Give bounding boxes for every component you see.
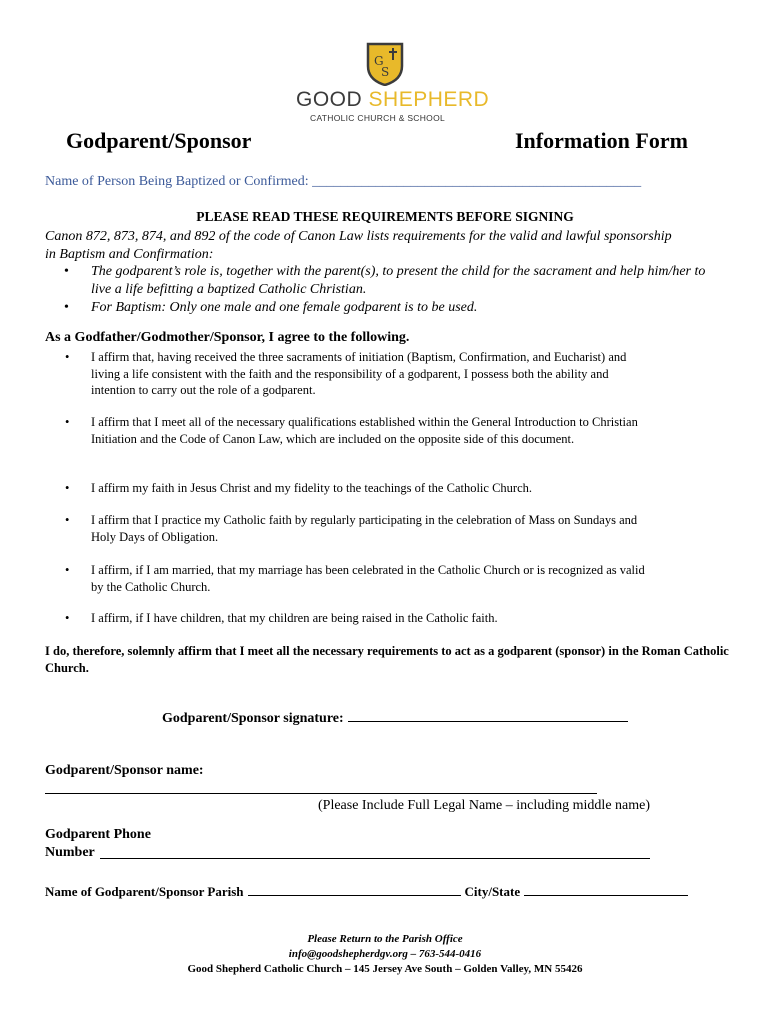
godparent-name-line[interactable] — [45, 793, 597, 794]
city-state-line[interactable] — [524, 885, 688, 896]
shield-icon — [366, 42, 404, 86]
city-state-label: City/State — [464, 884, 521, 899]
signature-field[interactable] — [162, 709, 628, 727]
footer-address: Good Shepherd Catholic Church – 145 Jersey Ave South – Golden Valley, MN 55426 — [187, 963, 583, 975]
affirmation-item: • I affirm that I practice my Catholic faith by regularly participating in the celebration of Mass on Sundays and Holy Days of Obligation. — [65, 513, 638, 544]
signature-line[interactable] — [348, 709, 628, 722]
affirmation-item: • I affirm that, having received the three sacraments of initiation (Baptism, Confirmation, and Eucharist) and living a life consistent with the faith and the responsibility of a godparent, I possess both the ability and intention to carry out the role of a godparent. — [65, 350, 627, 397]
list-item: • The godparent’s role is, together with the parent(s), to present the child for the sacrament and help him/her to live a life befitting a baptized Catholic Christian. — [64, 264, 706, 297]
footer — [0, 932, 770, 977]
parish-field — [45, 884, 688, 900]
signature-label: Godparent/Sponsor signature: — [162, 711, 344, 726]
footer-contact: info@goodshepherdgv.org – 763-544-0416 — [288, 948, 482, 960]
form-title-right: Information Form — [515, 128, 688, 153]
godparent-name-label: Godparent/Sponsor name: — [45, 763, 204, 778]
svg-text:G: G — [374, 54, 384, 68]
affirmation-item: • I affirm my faith in Jesus Christ and my fidelity to the teachings of the Catholic Church. — [65, 481, 533, 495]
church-logo — [296, 42, 490, 126]
canon-text: Canon 872, 873, 874, and 892 of the code of Canon Law lists requirements for the valid and lawful sponsorship in Baptism and Confirmation: — [45, 229, 672, 262]
form-title-left: Godparent/Sponsor — [66, 128, 252, 153]
svg-text:S: S — [381, 65, 390, 79]
logo-wordmark: GOOD SHEPHERD — [296, 88, 490, 111]
affirmation-item: • I affirm that I meet all of the necessary qualifications established within the General Introduction to Christian Initiation and the Code of Canon Law, which are included on the opposite side of this document. — [65, 415, 638, 446]
requirements-heading: PLEASE READ THESE REQUIREMENTS BEFORE SIGNING — [196, 209, 574, 224]
parish-line[interactable] — [248, 885, 461, 896]
logo-subtitle: CATHOLIC CHURCH & SCHOOL — [310, 113, 446, 123]
phone-label: Godparent Phone Number — [45, 827, 151, 860]
phone-line[interactable] — [100, 858, 650, 859]
parish-label: Name of Godparent/Sponsor Parish — [45, 884, 244, 899]
affirmation-item: • I affirm, if I am married, that my marriage has been celebrated in the Catholic Church or is recognized as valid by the Catholic Church. — [65, 563, 645, 594]
requirements-list — [45, 263, 715, 318]
list-item: • For Baptism: Only one male and one female godparent is to be used. — [64, 300, 478, 315]
solemn-affirmation: I do, therefore, solemnly affirm that I meet all the necessary requirements to act as a godparent (sponsor) in the Roman Catholic Church. — [45, 644, 729, 675]
footer-return: Please Return to the Parish Office — [307, 933, 463, 945]
godparent-name-note: (Please Include Full Legal Name – including middle name) — [318, 798, 651, 813]
agreement-heading: As a Godfather/Godmother/Sponsor, I agree to the following. — [45, 330, 410, 345]
baptized-name-field[interactable]: Name of Person Being Baptized or Confirmed: _______________________________________________ — [45, 174, 642, 189]
affirmation-item: • I affirm, if I have children, that my children are being raised in the Catholic faith. — [65, 611, 498, 625]
